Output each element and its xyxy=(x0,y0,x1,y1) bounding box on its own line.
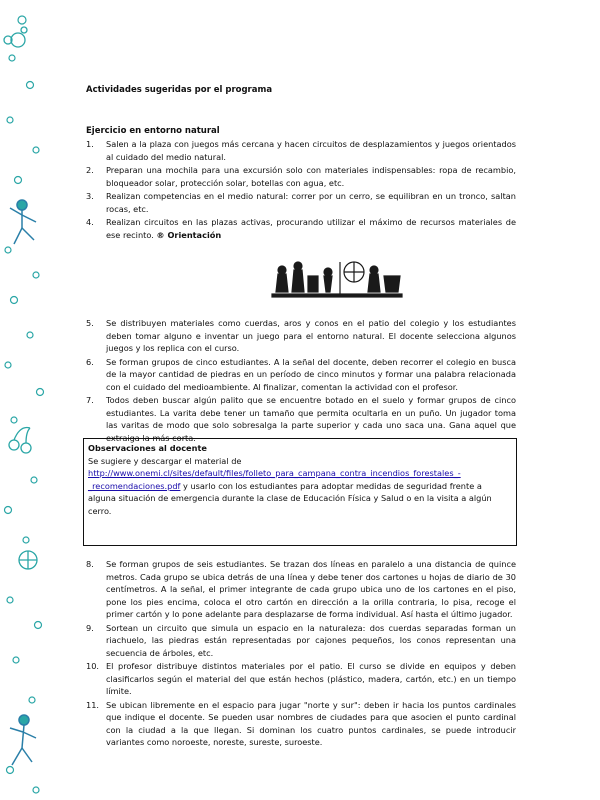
observations-body: http://www.onemi.cl/sites/default/files/folleto_para_campana_contra_incendios_forestales_-_recomendaciones.pdf y usarlo con los estudiantes para adoptar medidas de seguridad frente a alguna situación de emergencia durante la clase de Educación Física y Salud o en la visita a algún cerro. xyxy=(88,468,492,516)
orientation-tag: ® Orientación xyxy=(156,229,222,240)
list-item: 2. Preparan una mochila para una excursión solo con materiales indispensables: ropa de recambio, bloqueador solar, protección solar, botellas con agua, etc. xyxy=(86,165,516,188)
list-item: 10. El profesor distribuye distintos materiales por el patio. El curso se divide en equipos y deben clasificarlos según el material del que están hechos (plástico, madera, cartón, etc.) en un tiempo límite. xyxy=(86,661,516,696)
list-item: 8. Se forman grupos de seis estudiantes. Se trazan dos líneas en paralelo a una distancia de quince metros. Cada grupo se ubica detrás de una línea y debe tener dos cartones u hojas de diario de 30 centímetros. A la señal, el primer integrante de cada grupo ubica uno de los cartones en el piso, pone los pies encima, coloca el otro cartón en dirección a la orilla contraria, lo pisa, recoge el primer cartón y lo pone adelante para desplazarse de forma individual. Así hasta el último jugador. xyxy=(86,559,516,619)
decorative-border xyxy=(0,0,60,800)
section-title: Actividades sugeridas por el programa xyxy=(86,85,273,95)
list-item: 6. Se forman grupos de cinco estudiantes. A la señal del docente, deben recorrer el colegio en busca de la mayor cantidad de piedras en un período de cinco minutos y formar una palabra relacionada con el cuidado del medioambiente. Al finalizar, comentan la actividad con el profesor. xyxy=(86,356,516,392)
list-item: 11. Se ubican libremente en el espacio para jugar "norte y sur": deben ir hacia los puntos cardinales que indique el docente. Se pueden usar nombres de ciudades para que asocien el punto cardinal con la ciudad a la que llegan. Si dominan los cuatro puntos cardinales, se puede introducir variantes como noroeste, noreste, sureste, suroeste. xyxy=(86,699,516,747)
list-item: 4. Realizan circuitos en las plazas activas, procurando utilizar el máximo de recursos materiales de ese recinto. ® Orientación xyxy=(86,217,516,240)
exercise-list-part1 xyxy=(86,138,516,242)
observations-title: Observaciones al docente xyxy=(88,443,207,453)
observations-intro: Se sugiere y descargar el material de xyxy=(88,455,242,466)
historical-woodcut-illustration xyxy=(270,256,404,302)
ball-icon xyxy=(19,551,37,569)
list-item: 7. Todos deben buscar algún palito que se encuentre botado en el suelo y formar grupos de cinco estudiantes. La varita debe tener un tamaño que permita ocultarla en un puño. Un jugador toma las varitas de modo que solo sobresalga la parte superior y cada uno saca una. Gana aquel que extraiga la más corta. xyxy=(86,395,516,443)
list-item: 1. Salen a la plaza con juegos más cercana y hacen circuitos de desplazamientos y juegos orientados al cuidado del medio natural. xyxy=(86,139,516,162)
exercise-list-part2 xyxy=(86,317,516,445)
cherries-icon xyxy=(9,428,31,454)
list-item: 5. Se distribuyen materiales como cuerdas, aros y conos en el patio del colegio y los estudiantes deben tomar alguno e inventar un juego para el entorno natural. El docente selecciona algunos juegos y los replica con el curso. xyxy=(86,318,516,353)
subsection-title: Ejercicio en entorno natural xyxy=(86,126,220,136)
exercise-list-part3 xyxy=(86,558,516,750)
list-item: 9. Sortean un circuito que simula un espacio en la naturaleza: dos cuerdas separadas forman un riachuelo, las piedras están representadas por cajones pequeños, los conos representan una secuencia de árboles, etc. xyxy=(86,622,516,658)
bubble-cluster-icon xyxy=(4,27,27,47)
running-child-icon xyxy=(10,715,36,765)
resource-link[interactable]: http://www.onemi.cl/sites/default/files/folleto_para_campana_contra_incendios_forestales_-_recomendaciones.pdf xyxy=(88,468,461,491)
teacher-observations-box xyxy=(83,438,517,546)
jumping-child-icon xyxy=(10,200,36,244)
list-item: 3. Realizan competencias en el medio natural: correr por un cerro, se equilibran en un tronco, saltan rocas, etc. xyxy=(86,191,516,214)
